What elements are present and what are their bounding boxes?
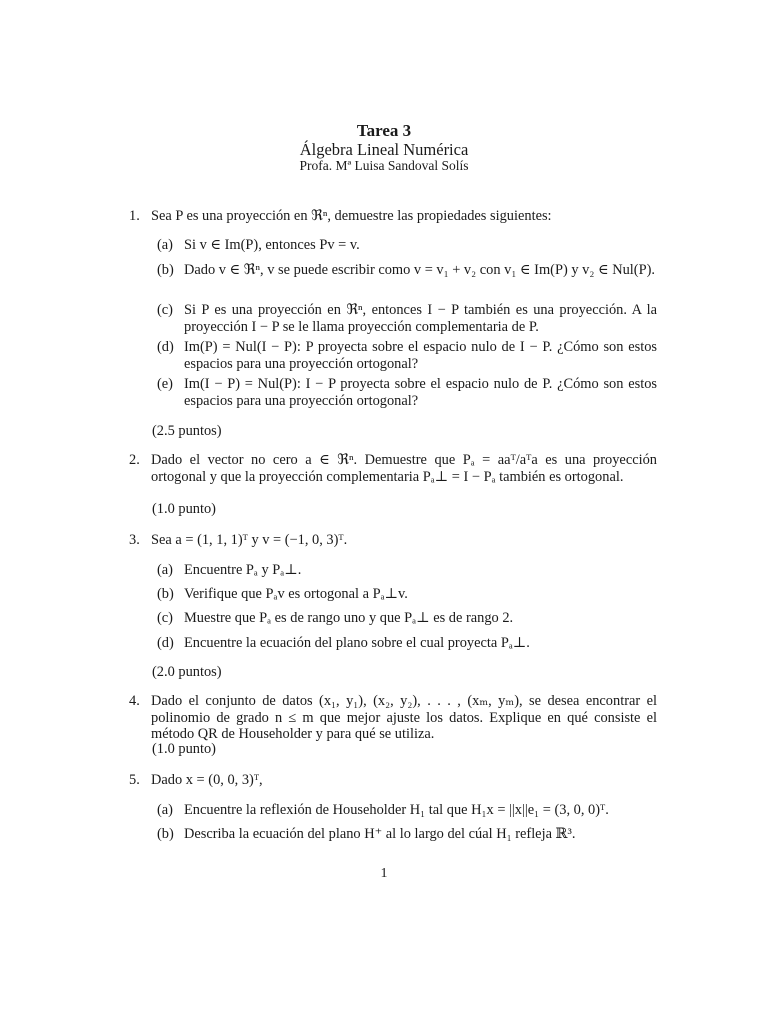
item-text: Si v ∈ Im(P), entonces Pv = v. — [184, 237, 360, 253]
document-title: Tarea 3 — [356, 121, 412, 140]
item-text: Describa la ecuación del plano H⁺ al lo largo del cúal H₁ refleja ℝ³. — [184, 826, 576, 842]
item-label: (b) — [157, 586, 174, 602]
item-text: Muestre que Pₐ es de rango uno y que Pₐ⊥ es de rango 2. — [184, 610, 514, 626]
problem-number: 3. — [129, 532, 140, 548]
item-label: (c) — [157, 610, 173, 626]
item-text: Verifique que Pₐv es ortogonal a Pₐ⊥v. — [184, 586, 408, 602]
problem-text: Sea a = (1, 1, 1)ᵀ y v = (−1, 0, 3)ᵀ. — [151, 532, 348, 548]
item-text: Encuentre la reflexión de Householder H₁ tal que H₁x = ||x||e₁ = (3, 0, 0)ᵀ. — [184, 802, 609, 818]
page-number: 1 — [380, 866, 388, 881]
points-label: (1.0 punto) — [152, 501, 216, 517]
problem-number: 1. — [129, 208, 140, 224]
points-label: (2.5 puntos) — [152, 423, 222, 439]
problem-number: 5. — [129, 772, 140, 788]
item-label: (b) — [157, 262, 174, 278]
item-label: (c) — [157, 302, 173, 318]
problem-text: Dado el vector no cero a ∈ ℜⁿ. Demuestre que Pₐ = aaᵀ/aᵀa es una proyección ortogonal y que la proyección complementaria Pₐ⊥ = I − Pₐ también es ortogonal. — [151, 452, 657, 485]
problem-number: 4. — [129, 693, 140, 709]
item-label: (d) — [157, 339, 174, 355]
problem-number: 2. — [129, 452, 140, 468]
professor-name: Profa. Mª Luisa Sandoval Solís — [299, 158, 469, 173]
item-text: Im(P) = Nul(I − P): P proyecta sobre el espacio nulo de I − P. ¿Cómo son estos espacios para una proyección ortogonal? — [184, 339, 657, 372]
problem-text: Dado x = (0, 0, 3)ᵀ, — [151, 772, 263, 788]
points-label: (1.0 punto) — [152, 741, 216, 757]
item-label: (a) — [157, 562, 173, 578]
document-subtitle: Álgebra Lineal Numérica — [299, 140, 469, 159]
item-text: Si P es una proyección en ℜⁿ, entonces I − P también es una proyección. A la proyección I − P se le llama proyección complementaria de P. — [184, 302, 657, 335]
item-text: Encuentre Pₐ y Pₐ⊥. — [184, 562, 302, 578]
item-text: Encuentre la ecuación del plano sobre el cual proyecta Pₐ⊥. — [184, 635, 530, 651]
problem-text: Sea P es una proyección en ℜⁿ, demuestre las propiedades siguientes: — [151, 208, 552, 224]
item-label: (b) — [157, 826, 174, 842]
item-label: (e) — [157, 376, 173, 392]
item-text: Im(I − P) = Nul(P): I − P proyecta sobre el espacio nulo de P. ¿Cómo son estos espacios para una proyección ortogonal? — [184, 376, 657, 409]
item-text: Dado v ∈ ℜⁿ, v se puede escribir como v = v₁ + v₂ con v₁ ∈ Im(P) y v₂ ∈ Nul(P). — [184, 262, 655, 278]
problem-text: Dado el conjunto de datos (x₁, y₁), (x₂, y₂), . . . , (xₘ, yₘ), se desea encontrar el polinomio de grado n ≤ m que mejor ajuste los datos. Explique en qué consiste el método QR de Householder y para qué se utiliza. — [151, 693, 657, 742]
item-label: (d) — [157, 635, 174, 651]
points-label: (2.0 puntos) — [152, 664, 222, 680]
item-label: (a) — [157, 802, 173, 818]
item-label: (a) — [157, 237, 173, 253]
